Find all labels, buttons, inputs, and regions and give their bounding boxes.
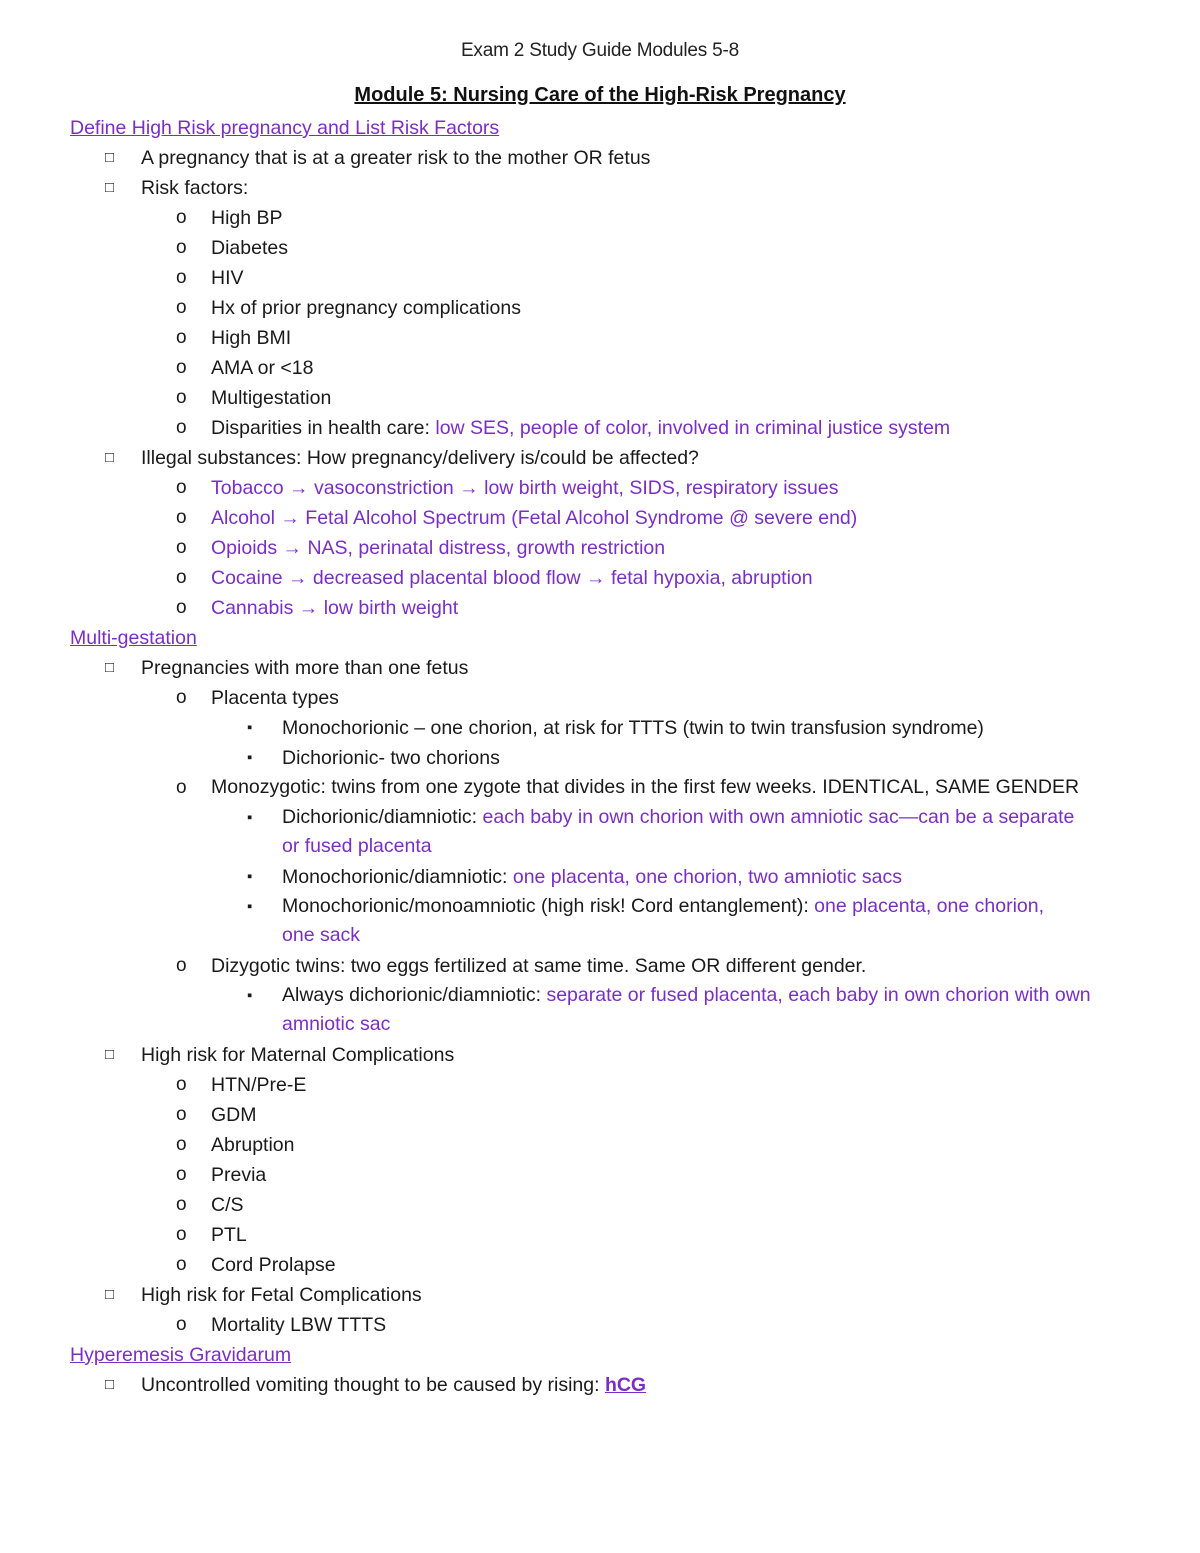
risk-factor-item: o Hx of prior pregnancy complications bbox=[0, 293, 1200, 323]
circle-bullet-icon: o bbox=[176, 777, 187, 798]
risk-factor-item: o AMA or <18 bbox=[0, 353, 1200, 383]
section-heading-high-risk[interactable]: Define High Risk pregnancy and List Risk Factors bbox=[70, 117, 500, 139]
list-item: □ Uncontrolled vomiting thought to be caused by rising: hCG bbox=[0, 1370, 1200, 1400]
square-bullet-icon: □ bbox=[105, 1285, 115, 1303]
circle-bullet-icon: o bbox=[176, 237, 187, 258]
circle-bullet-icon: o bbox=[176, 477, 187, 498]
monozygotic-item: ▪ Monochorionic/diamniotic: one placenta, one chorion, two amniotic sacs bbox=[0, 862, 1200, 892]
maternal-complication-item: o GDM bbox=[0, 1100, 1200, 1130]
square-bullet-icon: ▪ bbox=[247, 719, 253, 736]
circle-bullet-icon: o bbox=[176, 1073, 187, 1095]
circle-bullet-icon: o bbox=[176, 357, 187, 378]
circle-bullet-icon: o bbox=[176, 507, 187, 528]
maternal-complication-item: o Cord Prolapse bbox=[0, 1250, 1200, 1280]
risk-factor-item: o HIV bbox=[0, 263, 1200, 293]
circle-bullet-icon: o bbox=[176, 597, 187, 618]
hcg-term: hCG bbox=[604, 1373, 647, 1396]
circle-bullet-icon: o bbox=[176, 1193, 187, 1215]
square-bullet-icon: ▪ bbox=[247, 867, 253, 885]
square-bullet-icon: □ bbox=[105, 179, 115, 196]
square-bullet-icon: □ bbox=[105, 1375, 115, 1393]
circle-bullet-icon: o bbox=[176, 567, 187, 588]
square-bullet-icon: □ bbox=[105, 449, 115, 466]
square-bullet-icon: ▪ bbox=[247, 749, 253, 766]
module-title: Module 5: Nursing Care of the High-Risk Pregnancy bbox=[354, 84, 846, 106]
document-content bbox=[0, 113, 1200, 1400]
list-item: □ Risk factors: bbox=[0, 173, 1200, 203]
list-item: □ Pregnancies with more than one fetus bbox=[0, 653, 1200, 683]
monozygotic-item: ▪ Dichorionic/diamniotic: each baby in own chorion with own amniotic sac—can be a separate or fused placenta bbox=[0, 803, 1200, 862]
list-item: □ High risk for Fetal Complications bbox=[0, 1280, 1200, 1310]
maternal-complication-item: o PTL bbox=[0, 1220, 1200, 1250]
risk-factor-item: o Disparities in health care: low SES, people of color, involved in criminal justice system bbox=[0, 413, 1200, 443]
substance-item: o Cannabis → low birth weight bbox=[0, 593, 1200, 623]
circle-bullet-icon: o bbox=[176, 1313, 187, 1335]
placenta-type-item: ▪ Monochorionic – one chorion, at risk for TTTS (twin to twin transfusion syndrome) bbox=[0, 713, 1200, 743]
list-item: □ A pregnancy that is at a greater risk to the mother OR fetus bbox=[0, 143, 1200, 173]
circle-bullet-icon: o bbox=[176, 417, 187, 438]
circle-bullet-icon: o bbox=[176, 267, 187, 288]
section-heading-multi-gestation[interactable]: Multi-gestation bbox=[70, 627, 197, 649]
substance-item: o Cocaine → decreased placental blood flow → fetal hypoxia, abruption bbox=[0, 563, 1200, 593]
risk-factor-item: o High BMI bbox=[0, 323, 1200, 353]
circle-bullet-icon: o bbox=[176, 207, 187, 228]
maternal-complication-item: o Previa bbox=[0, 1160, 1200, 1190]
substance-item: o Alcohol → Fetal Alcohol Spectrum (Fetal Alcohol Syndrome @ severe end) bbox=[0, 503, 1200, 533]
circle-bullet-icon: o bbox=[176, 1163, 187, 1185]
monozygotic-item: ▪ Monochorionic/monoamniotic (high risk! Cord entanglement): one placenta, one chorion, one sack bbox=[0, 892, 1200, 951]
maternal-complication-item: o HTN/Pre-E bbox=[0, 1070, 1200, 1100]
maternal-complication-item: o Abruption bbox=[0, 1130, 1200, 1160]
list-item: o Monozygotic: twins from one zygote that divides in the first few weeks. IDENTICAL, SAME GENDER bbox=[0, 773, 1200, 803]
risk-factor-item: o Multigestation bbox=[0, 383, 1200, 413]
circle-bullet-icon: o bbox=[176, 1103, 187, 1125]
fetal-complication-item: o Mortality LBW TTTS bbox=[0, 1310, 1200, 1340]
circle-bullet-icon: o bbox=[176, 954, 187, 976]
circle-bullet-icon: o bbox=[176, 297, 187, 318]
substance-item: o Tobacco → vasoconstriction → low birth weight, SIDS, respiratory issues bbox=[0, 473, 1200, 503]
risk-factor-item: o High BP bbox=[0, 203, 1200, 233]
circle-bullet-icon: o bbox=[176, 1223, 187, 1245]
circle-bullet-icon: o bbox=[176, 327, 187, 348]
square-bullet-icon: □ bbox=[105, 1045, 115, 1063]
circle-bullet-icon: o bbox=[176, 687, 187, 708]
page-header: Exam 2 Study Guide Modules 5-8 bbox=[460, 40, 740, 61]
circle-bullet-icon: o bbox=[176, 1253, 187, 1275]
maternal-complication-item: o C/S bbox=[0, 1190, 1200, 1220]
square-bullet-icon: ▪ bbox=[247, 986, 253, 1004]
circle-bullet-icon: o bbox=[176, 537, 187, 558]
list-item: □ High risk for Maternal Complications bbox=[0, 1040, 1200, 1070]
list-item: □ Illegal substances: How pregnancy/delivery is/could be affected? bbox=[0, 443, 1200, 473]
substance-item: o Opioids → NAS, perinatal distress, growth restriction bbox=[0, 533, 1200, 563]
square-bullet-icon: □ bbox=[105, 149, 115, 166]
risk-factor-item: o Diabetes bbox=[0, 233, 1200, 263]
square-bullet-icon: ▪ bbox=[247, 808, 253, 826]
list-item: o Placenta types bbox=[0, 683, 1200, 713]
dizygotic-item: ▪ Always dichorionic/diamniotic: separate or fused placenta, each baby in own chorion with own amniotic sac bbox=[0, 981, 1200, 1040]
section-heading-hyperemesis[interactable]: Hyperemesis Gravidarum bbox=[70, 1343, 292, 1366]
circle-bullet-icon: o bbox=[176, 387, 187, 408]
square-bullet-icon: ▪ bbox=[247, 897, 253, 915]
list-item: o Dizygotic twins: two eggs fertilized at same time. Same OR different gender. bbox=[0, 951, 1200, 981]
circle-bullet-icon: o bbox=[176, 1133, 187, 1155]
square-bullet-icon: □ bbox=[105, 659, 115, 676]
placenta-type-item: ▪ Dichorionic- two chorions bbox=[0, 743, 1200, 773]
